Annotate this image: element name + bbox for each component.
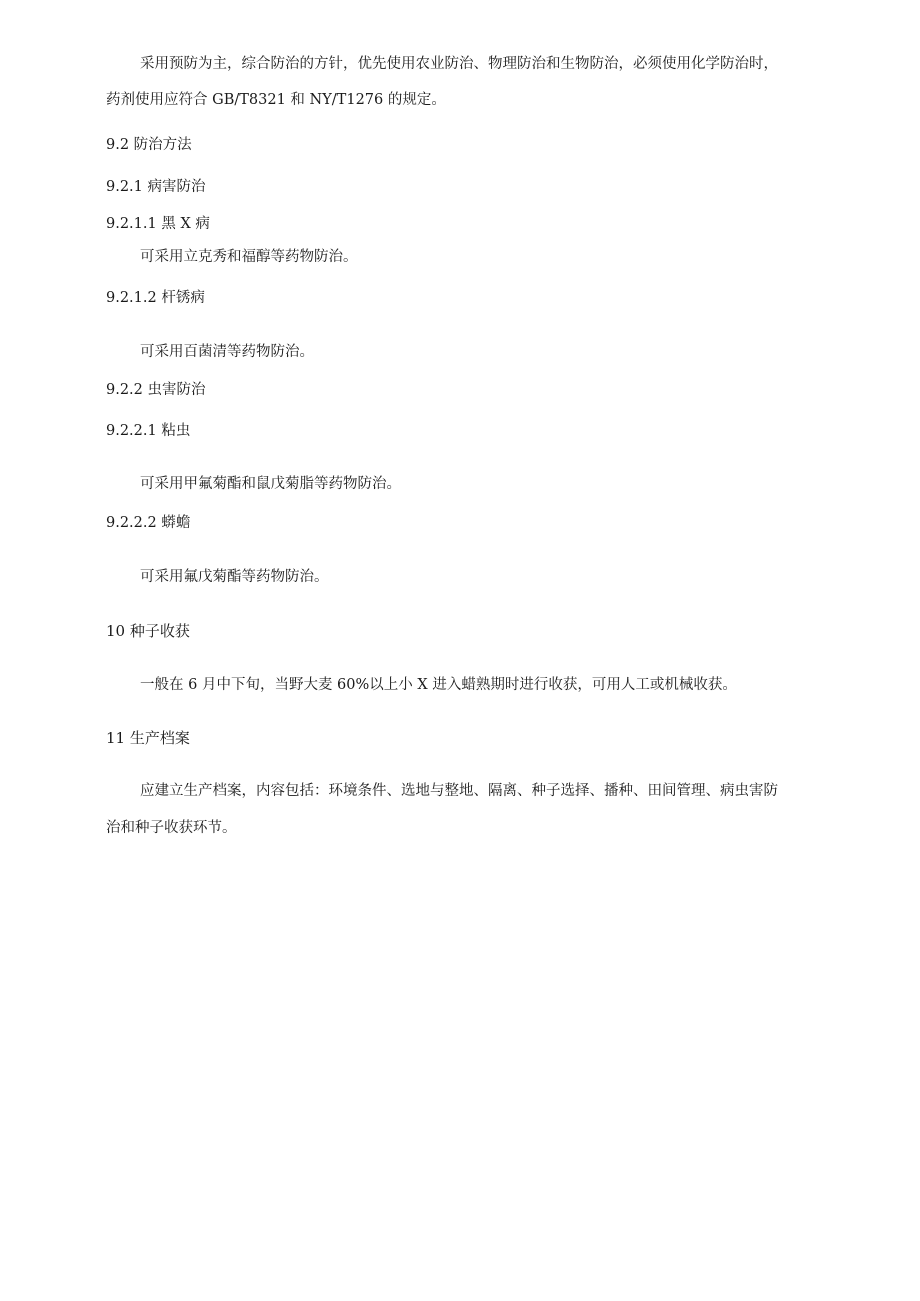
paragraph-9-2-2-2: 可采用氟戊菊酯等药物防治。 bbox=[140, 569, 329, 585]
section-heading-9-2-2-1: 9.2.2.1 粘虫 bbox=[106, 423, 191, 439]
paragraph-9-2-2-1: 可采用甲氟菊酯和鼠戊菊脂等药物防治。 bbox=[140, 476, 401, 492]
section-heading-9-2-1-2: 9.2.1.2 杆锈病 bbox=[106, 290, 205, 306]
section-heading-10: 10 种子收获 bbox=[106, 622, 190, 640]
section-heading-9-2-2: 9.2.2 虫害防治 bbox=[106, 382, 206, 398]
policy-paragraph-line-2: 药剂使用应符合 GB/T8321 和 NY/T1276 的规定。 bbox=[106, 92, 446, 108]
section-heading-9-2-1-1: 9.2.1.1 黑 X 病 bbox=[106, 216, 210, 232]
section-heading-11: 11 生产档案 bbox=[106, 729, 190, 747]
section-heading-9-2-1: 9.2.1 病害防治 bbox=[106, 179, 206, 195]
policy-paragraph-line-1: 采用预防为主，综合防治的方针，优先使用农业防治、物理防治和生物防治，必须使用化学防治时， bbox=[140, 56, 778, 72]
section-heading-9-2: 9.2 防治方法 bbox=[106, 137, 192, 153]
paragraph-11-line-2: 治和种子收获环节。 bbox=[106, 820, 237, 836]
section-heading-9-2-2-2: 9.2.2.2 蟒蟾 bbox=[106, 515, 191, 531]
paragraph-10: 一般在 6 月中下旬，当野大麦 60%以上小 X 进入蜡熟期时进行收获，可用人工或机械收获。 bbox=[140, 677, 737, 693]
paragraph-9-2-1-1: 可采用立克秀和福醇等药物防治。 bbox=[140, 249, 358, 265]
paragraph-9-2-1-2: 可采用百菌清等药物防治。 bbox=[140, 344, 314, 360]
paragraph-11-line-1: 应建立生产档案，内容包括：环境条件、选地与整地、隔离、种子选择、播种、田间管理、病虫害防 bbox=[140, 783, 778, 799]
